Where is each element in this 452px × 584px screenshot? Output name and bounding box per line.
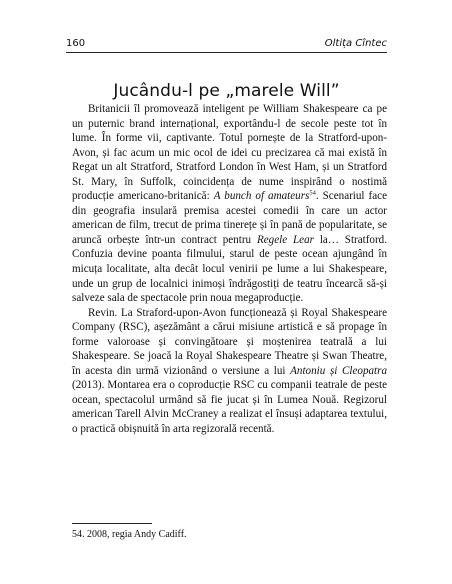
italic-film-title: A bunch of amateurs bbox=[213, 190, 310, 203]
footnote-reference: 54 bbox=[309, 189, 316, 197]
paragraph-2-part-2: (2013). Montarea era o coproducție RSC cu companii teatrale de peste ocean, spectacolul urmând să fie jucat și în Lumea Nouă. Regizorul american Tarell Alvin McCraney a realizat el însuși adaptarea textului, o practică obișnuită în arta regizorală recentă. bbox=[72, 379, 387, 436]
paragraph-1 bbox=[72, 102, 387, 306]
paragraph-2 bbox=[72, 306, 387, 437]
paragraph-2-part-1: Revin. La Straford-upon-Avon funcționează și Royal Shakespeare Company (RSC), așezământ a cărui misiune artistică e să propage în forme valoroase și convingătoare și moștenirea teatrală a lui Shakespeare. Se joacă la Royal Shakespeare Theatre și Swan Theatre, în acesta din urmă vizionând o versiune a lui bbox=[72, 306, 387, 377]
chapter-title: Jucându-l pe „marele Will” bbox=[113, 81, 340, 102]
header-rule bbox=[66, 52, 387, 53]
paragraph-1-part-2: . Scenariul face din geografia insulară premisa acestei comedii în care un actor american de film, trecut de prima tinerețe și în pană de popularitate, se aruncă orbește într-un contract pentru bbox=[72, 190, 387, 246]
paragraph-1-part-1: Britanicii îl promovează inteligent pe William Shakespeare ca pe un puternic brand internațional, exportându-l de secole peste tot în lume. În forme vii, captivante. Totul pornește de la Stratford-upon-Avon, și fac acum un mic ocol de idei cu precizarea că mai există în Regat un alt Stratford, Stratford London în West Ham, și un Stratford St. Mary, în Suffolk, coincidența de nume inspirând o nostimă producție americano-britanică: bbox=[72, 103, 387, 203]
running-head-author: Oltița Cîntec bbox=[324, 38, 387, 49]
body-text bbox=[72, 102, 387, 437]
page-number: 160 bbox=[66, 38, 86, 49]
footnote-54: 54. 2008, regia Andy Cadiff. bbox=[72, 529, 187, 540]
paragraph-1-part-3: la… Stratford. Confuzia devine poanta filmului, starul de peste ocean ajungând în micuța localitate, alta decât locul venirii pe lume a lui Shakespeare, unde un grup de localnici inimoși îndrăgostiți de teatru încearcă să-și salveze sala de spectacole prin noua megaproducție. bbox=[72, 233, 387, 305]
page-header bbox=[66, 38, 387, 56]
italic-play-title: Regele Lear bbox=[256, 233, 314, 246]
footnote-rule bbox=[72, 523, 152, 524]
italic-play-title-2: Antoniu și Cleopatra bbox=[290, 364, 387, 377]
